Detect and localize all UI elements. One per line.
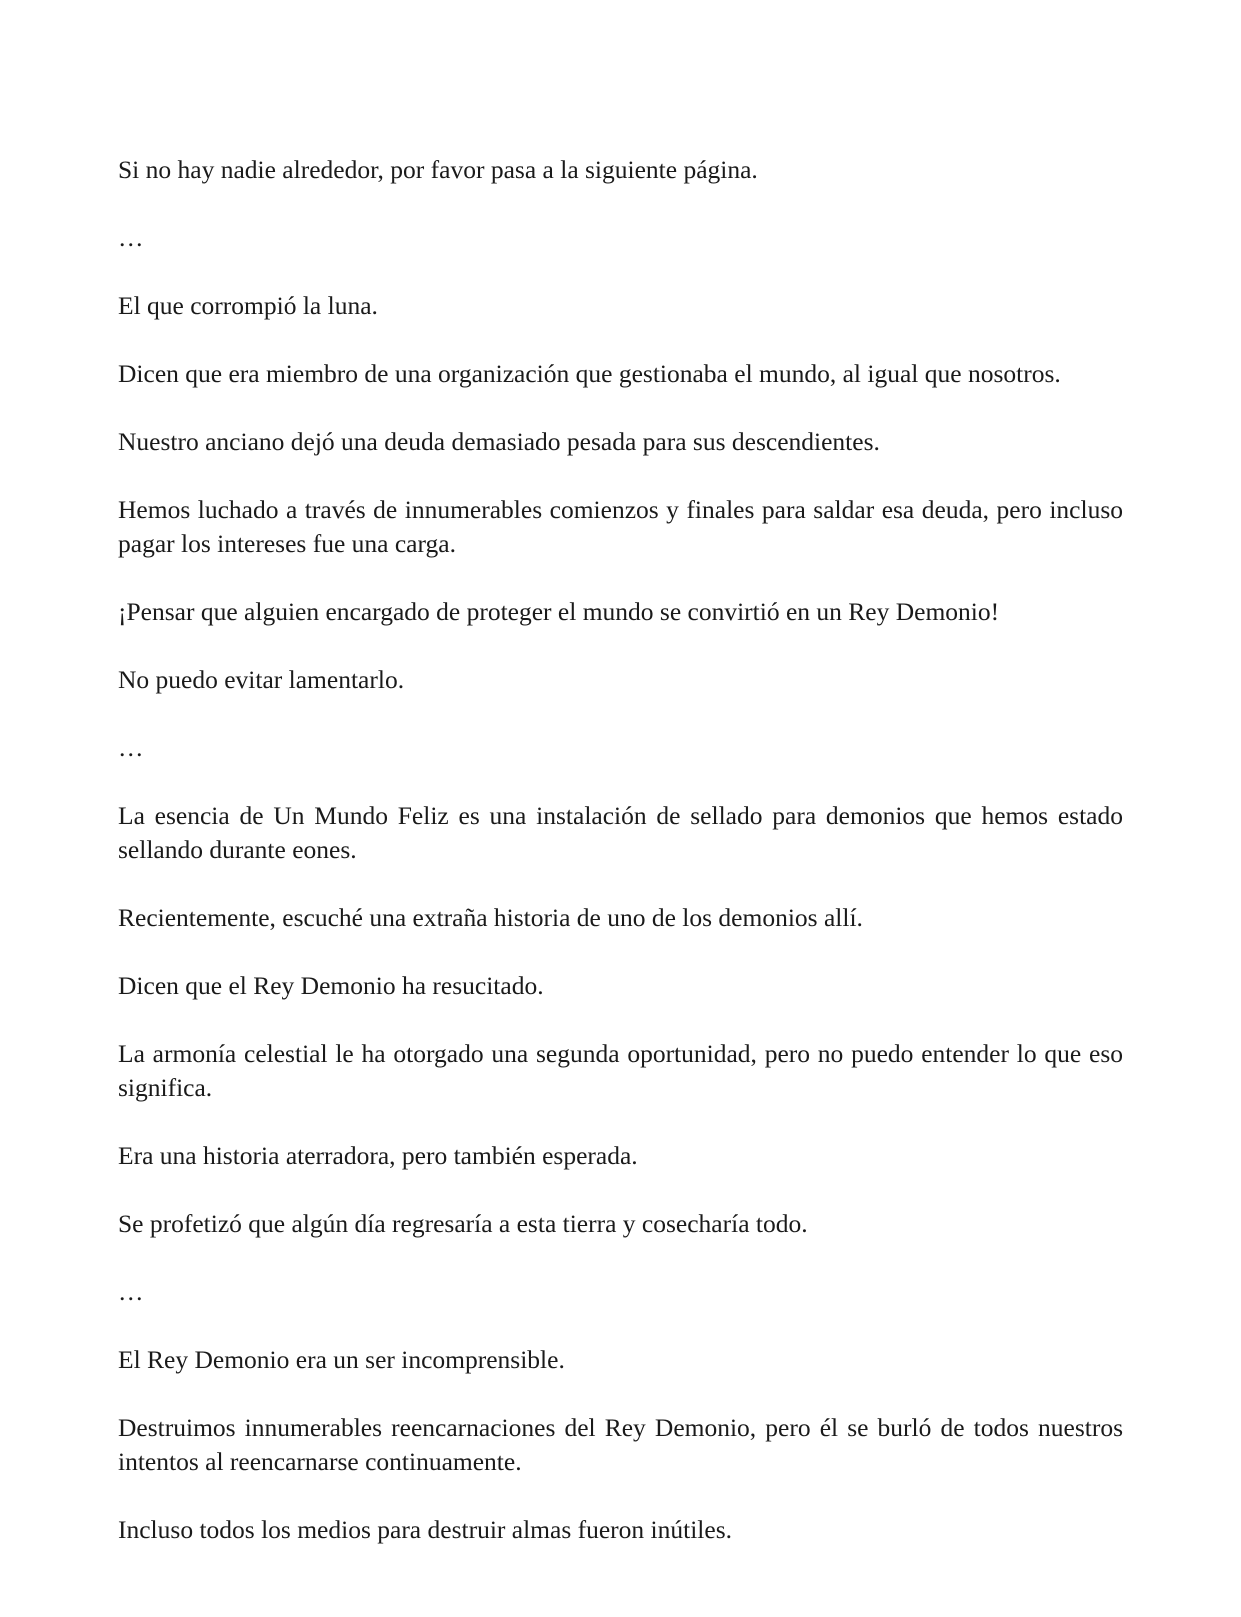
paragraph: Nuestro anciano dejó una deuda demasiado pesada para sus descendientes. [118, 427, 880, 456]
paragraph: Dicen que era miembro de una organización que gestionaba el mundo, al igual que nosotros. [118, 359, 1061, 388]
paragraph: Dicen que el Rey Demonio ha resucitado. [118, 971, 544, 1000]
document-body [118, 153, 1123, 1581]
ellipsis-separator: … [118, 1277, 144, 1306]
paragraph: Se profetizó que algún día regresaría a esta tierra y cosecharía todo. [118, 1209, 808, 1238]
paragraph: Destruimos innumerables reencarnaciones del Rey Demonio, pero él se burló de todos nuestros intentos al reencarnarse continuamente. [118, 1413, 1123, 1476]
paragraph: La esencia de Un Mundo Feliz es una instalación de sellado para demonios que hemos estado sellando durante eones. [118, 801, 1123, 864]
paragraph: Incluso todos los medios para destruir almas fueron inútiles. [118, 1515, 733, 1544]
paragraph: Recientemente, escuché una extraña historia de uno de los demonios allí. [118, 903, 863, 932]
paragraph: El que corrompió la luna. [118, 291, 378, 320]
paragraph: El Rey Demonio era un ser incomprensible. [118, 1345, 565, 1374]
paragraph: No puedo evitar lamentarlo. [118, 665, 405, 694]
paragraph: Si no hay nadie alrededor, por favor pasa a la siguiente página. [118, 155, 758, 184]
paragraph: ¡Pensar que alguien encargado de proteger el mundo se convirtió en un Rey Demonio! [118, 597, 1000, 626]
ellipsis-separator: … [118, 223, 144, 252]
paragraph: La armonía celestial le ha otorgado una segunda oportunidad, pero no puedo entender lo que eso significa. [118, 1039, 1123, 1102]
ellipsis-separator: … [118, 733, 144, 762]
paragraph: Hemos luchado a través de innumerables comienzos y finales para saldar esa deuda, pero incluso pagar los intereses fue una carga. [118, 495, 1123, 558]
paragraph: Era una historia aterradora, pero también esperada. [118, 1141, 638, 1170]
